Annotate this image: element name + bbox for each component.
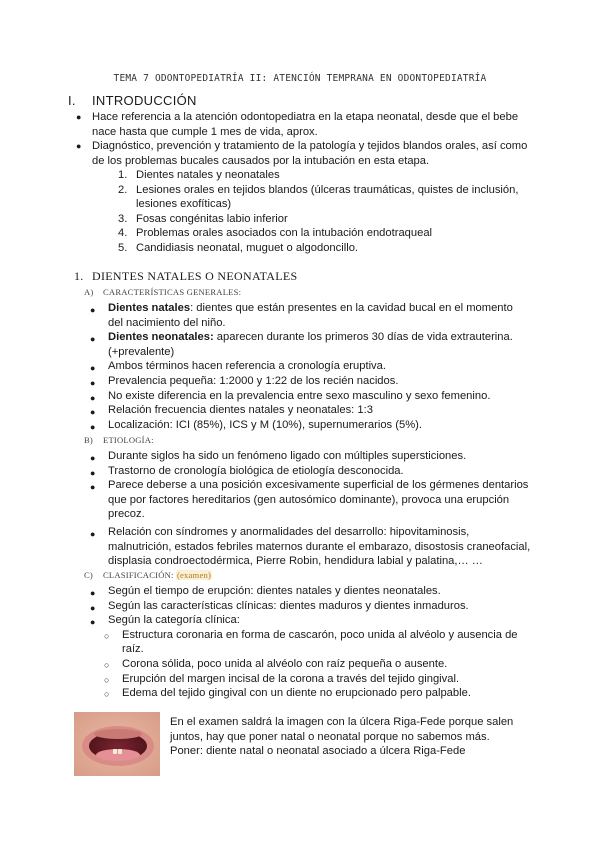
bullet-icon: ● <box>90 617 96 628</box>
bullet-icon: ● <box>90 421 96 432</box>
subsection-b-heading: ETIOLOGÍA: <box>103 435 154 445</box>
circle-bullet-icon: ○ <box>104 659 110 670</box>
bullet-icon: ● <box>76 141 82 151</box>
list-item: 2. Lesiones orales en tejidos blandos (úlceras traumáticas, quistes de inclusión, lesiones exofíticas) <box>118 183 519 211</box>
circle-bullet-icon: ○ <box>104 674 110 685</box>
infant-mouth-photo <box>74 712 160 776</box>
list-item: 1. Dientes natales y neonatales <box>118 169 280 181</box>
exam-note: En el examen saldrá la imagen con la úlcera Riga-Fede porque salen juntos, hay que poner natal o neonatal porque no sabemos más. Poner: diente natal o neonatal asociado a úlcera Riga-Fede <box>170 716 514 758</box>
bullet-icon: ● <box>90 588 96 598</box>
bullet-icon: ● <box>90 453 96 463</box>
list-item: 5. Candidiasis neonatal, muguet o algodoncillo. <box>118 241 359 254</box>
circle-bullet-icon: ○ <box>104 689 110 700</box>
bullet-icon: ● <box>90 482 96 493</box>
bullet-icon: ● <box>90 305 96 315</box>
bullet-icon: ● <box>76 112 82 122</box>
section1-numeral: 1. <box>74 269 84 283</box>
subsection-a-bullets: ● Dientes natales: dientes que están presentes en la cavidad bucal en el momento del nacimiento del niño. ● Dientes neonatales: aparecen durante los primeros 30 días de vida extrauterina. (+prevalente) ● Ambos términos hacen referencia a cronología eruptiva. ● Prevalencia pequeña: 1:2000 y 1:22 de los recién nacidos. ● No existe diferencia en la prevalencia entre sexo masculino y sexo femenino. ● Relación frecuencia dientes natales y neonatales: 1:3 ● Localización: ICI (85%), ICS y M (10%), supernumerarios (5%). <box>108 301 568 432</box>
subsection-a-heading: CARACTERÍSTICAS GENERALES: <box>103 287 242 297</box>
bullet-icon: ● <box>90 528 96 539</box>
subsection-c-bullets: ● Según el tiempo de erupción: dientes natales y dientes neonatales. ● Según las características clínicas: dientes maduros y dientes inmaduros. ● Según la categoría clínica: ○ Estructura coronaria en forma de cascarón, poco unida al alvéolo y ausencia de raíz. ○ Corona sólida, poco unida al alvéolo con raíz pequeña o ausente. ○ Erupción del margen incisal de la corona a través del tejido gingival. ○ Edema del tejido gingival con un diente no erupcionado pero palpable. <box>108 584 568 701</box>
list-item: 4. Problemas orales asociados con la intubación endotraqueal <box>118 227 433 240</box>
intro-bullet-1: Hace referencia a la atención odontopediatra en la etapa neonatal, desde que el bebe nace hasta que cumple 1 mes de vida, aprox. <box>92 111 519 138</box>
bullet-icon: ● <box>90 407 96 418</box>
subsection-b-label: B) <box>84 435 93 445</box>
intro-bullet-2: Diagnóstico, prevención y tratamiento de la patología y tejidos blandos orales, así como de los problemas bucales causados por la intubación en esta etapa. <box>92 140 528 167</box>
intro-heading: INTRODUCCIÓN <box>92 93 197 108</box>
subsection-a-label: A) <box>84 287 94 297</box>
intro-numeral: I. <box>68 93 76 108</box>
list-item: 3. Fosas congénitas labio inferior <box>118 212 288 225</box>
bullet-icon: ● <box>90 392 96 403</box>
subsection-c-heading: CLASIFICACIÓN: (examen) <box>103 570 212 580</box>
subsection-c-label: C) <box>84 570 93 580</box>
section1-heading: DIENTES NATALES O NEONATALES <box>92 269 298 283</box>
bullet-icon: ● <box>90 602 96 613</box>
bullet-icon: ● <box>90 467 96 478</box>
subsection-b-bullets: ● Durante siglos ha sido un fenómeno ligado con múltiples supersticiones. ● Trastorno de cronología biológica de etiología desconocida. ● Parece deberse a una posición excesivamente superficial de los gérmenes dentarios que por factores hereditarios (gen autosómico dominante), provoca una erupción precoz. ● Relación con síndromes y anormalidades del desarrollo: hipovitaminosis, malnutrición, estados febriles maternos durante el embarazo, disostosis craneofacial, displasia condroectodérmica, Pierre Robin, hendidura labial y palatina,… … <box>90 450 531 568</box>
intro-numbered-list <box>118 168 558 256</box>
bullet-icon: ● <box>90 377 96 388</box>
bullet-icon: ● <box>90 334 96 345</box>
circle-bullet-icon: ○ <box>104 630 110 641</box>
exam-tag: (examen) <box>176 570 212 580</box>
page-title: TEMA 7 ODONTOPEDIATRÍA II: ATENCIÓN TEMPRANA EN ODONTOPEDIATRÍA <box>113 73 487 84</box>
bullet-icon: ● <box>90 363 96 374</box>
